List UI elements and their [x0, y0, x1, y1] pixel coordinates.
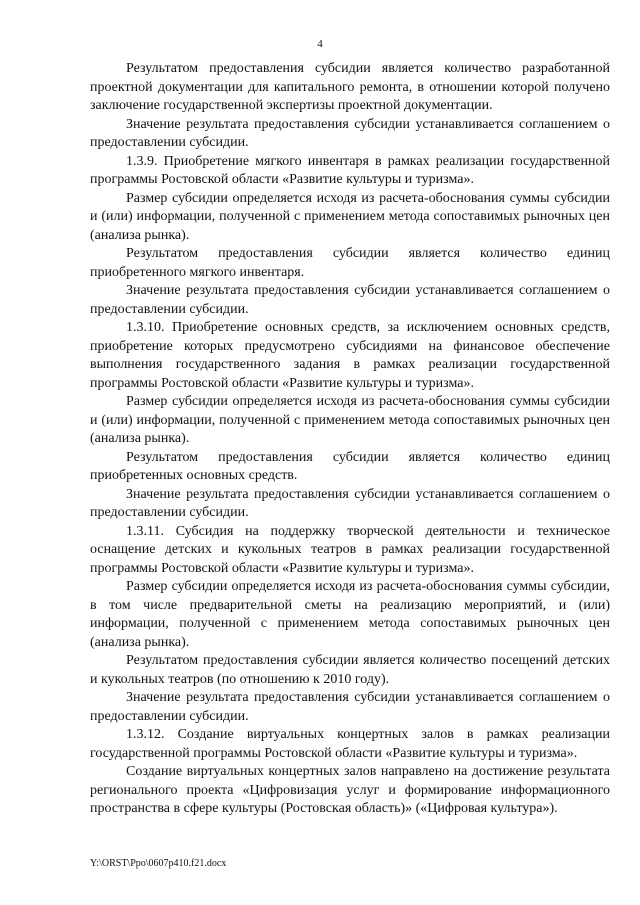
paragraph: Значение результата предоставления субсидии устанавливается соглашением о предоставлении субсидии. [90, 486, 610, 520]
paragraph: Размер субсидии определяется исходя из расчета-обоснования суммы субсидии, в том числе предварительной сметы на реализацию мероприятий, и (или) информации, полученной с применением метода сопоставимых рыночных цен (анализа рынка). [90, 579, 610, 650]
paragraph: Размер субсидии определяется исходя из расчета-обоснования суммы субсидии и (или) информации, полученной с применением метода сопоставимых рыночных цен (анализа рынка). [90, 190, 610, 243]
paragraph: Результатом предоставления субсидии является количество единиц приобретенного мягкого инвентаря. [90, 246, 610, 280]
footer-file-path: Y:\ORST\Ppo\0607p410.f21.docx [90, 858, 227, 869]
paragraph: Размер субсидии определяется исходя из расчета-обоснования суммы субсидии и (или) информации, полученной с применением метода сопоставимых рыночных цен (анализа рынка). [90, 394, 610, 446]
paragraph: 1.3.12. Создание виртуальных концертных залов в рамках реализации государственной программы Ростовской области «Развитие культуры и туризма». [90, 727, 610, 761]
document-body [90, 60, 610, 819]
paragraph: Значение результата предоставления субсидии устанавливается соглашением о предоставлении субсидии. [90, 690, 610, 724]
paragraph: Результатом предоставления субсидии является количество единиц приобретенных основных средств. [90, 449, 610, 483]
paragraph: 1.3.11. Субсидия на поддержку творческой деятельности и техническое оснащение детских и кукольных театров в рамках реализации государственной программы Ростовской области «Развитие культуры и туризма». [90, 523, 610, 576]
paragraph: Значение результата предоставления субсидии устанавливается соглашением о предоставлении субсидии. [90, 283, 610, 317]
paragraph: Результатом предоставления субсидии является количество посещений детских и кукольных театров (по отношению к 2010 году). [90, 653, 610, 687]
paragraph: 1.3.10. Приобретение основных средств, за исключением основных средств, приобретение которых предусмотрено субсидиями на финансовое обеспечение выполнения государственного задания в рамках реализации государственной программы Ростовской области «Развитие культуры и туризма». [90, 320, 610, 391]
page-number: 4 [317, 38, 323, 50]
paragraph: Значение результата предоставления субсидии устанавливается соглашением о предоставлении субсидии. [90, 116, 610, 150]
paragraph: Создание виртуальных концертных залов направлено на достижение результата регионального проекта «Цифровизация услуг и формирование информационного пространства в сфере культуры (Ростовская область)» («Цифровая культура»). [90, 764, 610, 816]
paragraph: 1.3.9. Приобретение мягкого инвентаря в рамках реализации государственной программы Ростовской области «Развитие культуры и туризма». [90, 153, 610, 187]
paragraph: Результатом предоставления субсидии является количество разработанной проектной документации для капитального ремонта, в отношении которой получено заключение государственной экспертизы проектной документации. [90, 61, 610, 113]
